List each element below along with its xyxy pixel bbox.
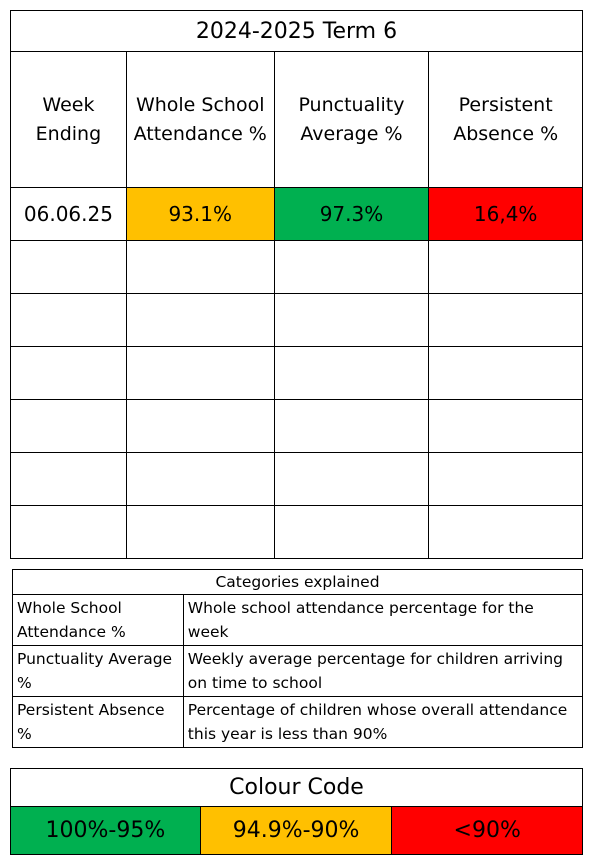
green-swatch: 100%-95%	[11, 807, 201, 855]
colour-code-title: Colour Code	[11, 769, 583, 807]
red-swatch: <90%	[392, 807, 583, 855]
category-definition: Weekly average percentage for children arriving on time to school	[183, 646, 582, 697]
category-row	[13, 595, 583, 646]
whole-school-cell: 93.1%	[126, 188, 274, 241]
empty-row	[11, 294, 583, 347]
category-term: Punctuality Average %	[13, 646, 184, 697]
week-ending-cell: 06.06.25	[11, 188, 127, 241]
table-title: 2024-2025 Term 6	[11, 11, 583, 52]
header-persistent-absence: Persistent Absence %	[429, 52, 583, 188]
categories-title: Categories explained	[13, 570, 583, 595]
category-row	[13, 646, 583, 697]
category-definition: Whole school attendance percentage for the week	[183, 595, 582, 646]
category-term: Persistent Absence %	[13, 697, 184, 748]
header-week-ending: Week Ending	[11, 52, 127, 188]
header-punctuality-average: Punctuality Average %	[274, 52, 429, 188]
categories-table	[12, 569, 583, 748]
empty-row	[11, 347, 583, 400]
empty-row	[11, 506, 583, 559]
persistent-absence-cell: 16,4%	[429, 188, 583, 241]
category-term: Whole School Attendance %	[13, 595, 184, 646]
amber-swatch: 94.9%-90%	[200, 807, 392, 855]
empty-row	[11, 241, 583, 294]
category-definition: Percentage of children whose overall attendance this year is less than 90%	[183, 697, 582, 748]
punctuality-cell: 97.3%	[274, 188, 429, 241]
header-whole-school-attendance: Whole School Attendance %	[126, 52, 274, 188]
empty-row	[11, 400, 583, 453]
table-row	[11, 188, 583, 241]
attendance-table	[10, 10, 583, 559]
category-row	[13, 697, 583, 748]
colour-code-table	[10, 768, 583, 855]
empty-row	[11, 453, 583, 506]
